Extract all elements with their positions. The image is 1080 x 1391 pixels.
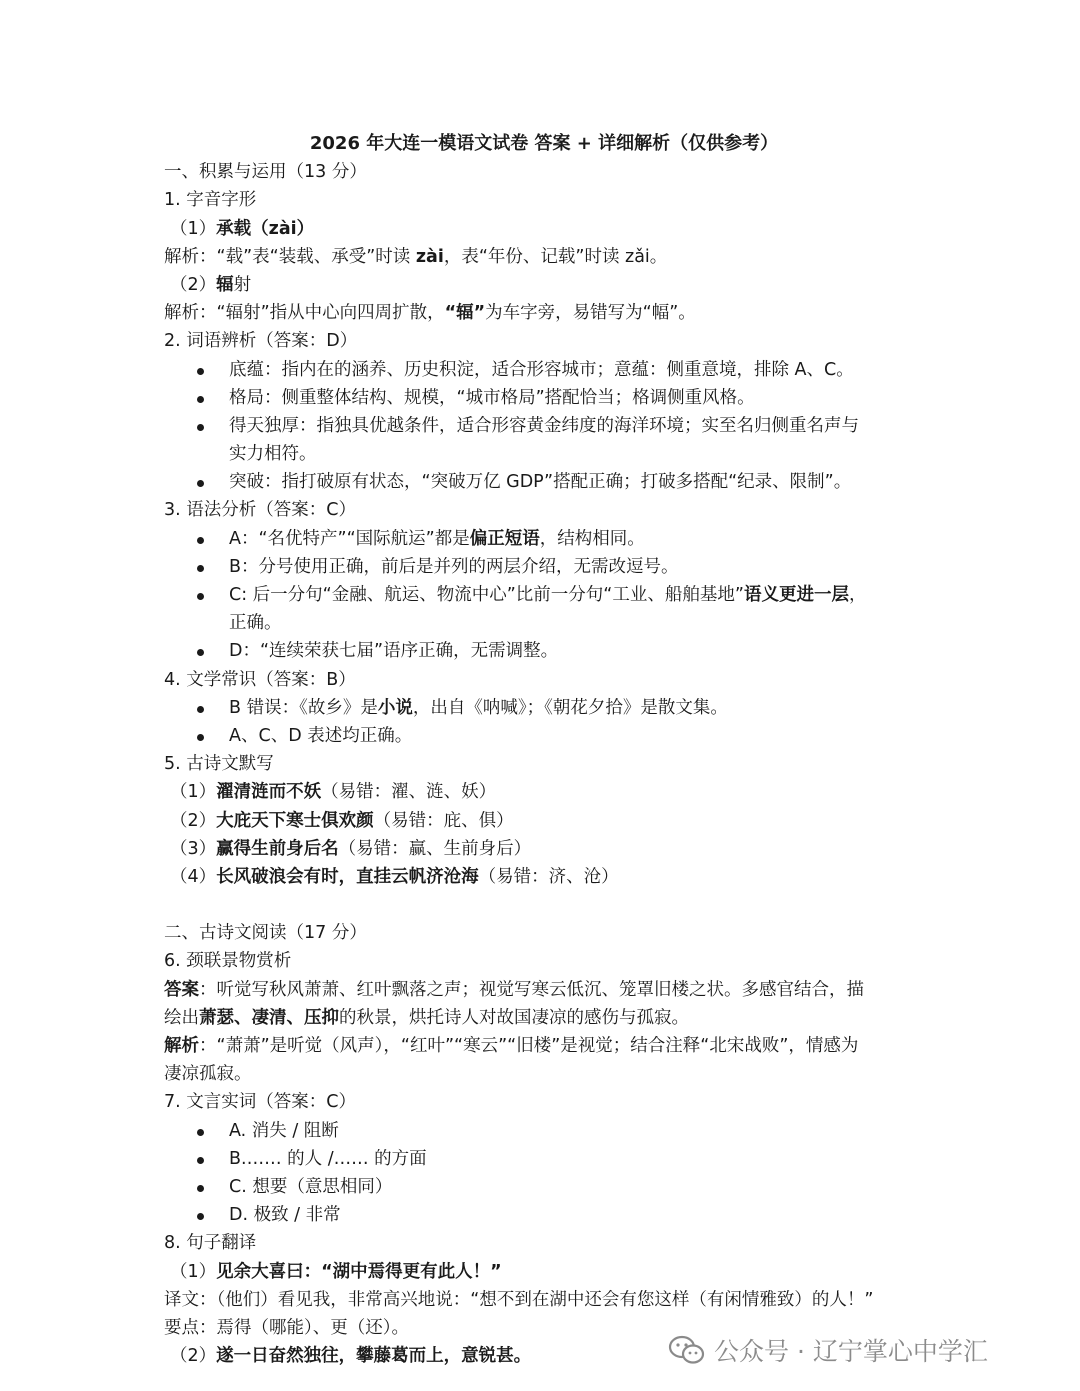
text-run: （4） bbox=[170, 866, 217, 887]
bullet-item bbox=[164, 581, 924, 609]
text-run: C: 后一分句“金融、航运、物流中心”比前一分句“工业、船舶基地” bbox=[229, 585, 744, 605]
text-run: 格局：侧重整体结构、规模，“城市格局”搭配恰当；格调侧重风格。 bbox=[229, 387, 755, 408]
text-run: 实力相符。 bbox=[229, 444, 317, 465]
text-line bbox=[164, 778, 924, 806]
text-run: ：“萧萧”是听觉（风声），“红叶”“寒云”“旧楼”是视觉；结合注释“北宋战败”，情感为 bbox=[199, 1036, 859, 1056]
text-run: ，表“年份、记载”时读 zǎi。 bbox=[443, 246, 668, 267]
text-run: 得天独厚：指独具优越条件，适合形容黄金纬度的海洋环境；实至名归侧重名声与 bbox=[229, 415, 859, 436]
text-line bbox=[164, 919, 924, 947]
text-line bbox=[164, 947, 924, 975]
text-run: （2） bbox=[170, 1346, 217, 1367]
bullet-item bbox=[164, 637, 924, 665]
text-run: （易错：庇、俱） bbox=[373, 810, 514, 831]
text-run: 为车字旁，易错写为“幅”。 bbox=[485, 303, 696, 324]
bold-text: 解析 bbox=[164, 1036, 199, 1056]
bold-text: 辐 bbox=[216, 274, 234, 295]
text-line bbox=[164, 863, 924, 891]
bullet-item bbox=[164, 468, 924, 496]
text-line bbox=[164, 1286, 924, 1314]
text-run: 3. 语法分析（答案：C） bbox=[164, 500, 356, 521]
text-line bbox=[164, 186, 924, 214]
bold-text: 濯清涟而不妖 bbox=[216, 782, 322, 803]
text-run: ：听觉写秋风萧萧、红叶飘落之声；视觉写寒云低沉、笼罩旧楼之状。多感官结合，描 bbox=[199, 979, 864, 1000]
bold-text: 小说 bbox=[377, 697, 413, 718]
text-run: 要点：焉得（哪能）、更（还）。 bbox=[164, 1317, 409, 1338]
bold-text: 承载（zài） bbox=[216, 218, 315, 239]
bullet-item bbox=[164, 1145, 924, 1173]
bold-text: 长风破浪会有时，直挂云帆济沧海 bbox=[216, 866, 479, 887]
text-run: B.…… 的人 /…… 的方面 bbox=[229, 1148, 427, 1169]
text-run: 6. 颈联景物赏析 bbox=[164, 951, 292, 972]
document-content bbox=[164, 158, 924, 1370]
text-line bbox=[164, 666, 924, 694]
text-line bbox=[164, 1060, 924, 1088]
bold-text: 赢得生前身后名 bbox=[216, 838, 339, 859]
text-run: 7. 文言实词（答案：C） bbox=[164, 1092, 356, 1113]
bold-text: 见余大喜曰：“湖中焉得更有此人！” bbox=[216, 1261, 502, 1282]
text-run: 突破：指打破原有状态，“突破万亿 GDP”搭配正确；打破多搭配“纪录、限制”。 bbox=[229, 472, 852, 493]
text-line bbox=[164, 1229, 924, 1257]
text-run: 1. 字音字形 bbox=[164, 190, 257, 211]
text-run: B：分号使用正确，前后是并列的两层介绍，无需改逗号。 bbox=[229, 556, 679, 577]
bold-text: 答案 bbox=[164, 979, 199, 1000]
bullet-item bbox=[164, 1117, 924, 1145]
text-run: ， bbox=[848, 585, 867, 605]
text-line bbox=[164, 609, 924, 637]
bold-text: 大庇天下寒士俱欢颜 bbox=[216, 810, 374, 831]
text-run: 正确。 bbox=[229, 613, 282, 634]
text-line bbox=[164, 1258, 924, 1286]
text-run: 8. 句子翻译 bbox=[164, 1233, 257, 1254]
watermark bbox=[668, 1330, 988, 1370]
document-body bbox=[164, 130, 924, 1370]
text-line bbox=[164, 215, 924, 243]
text-run: 凄凉孤寂。 bbox=[164, 1064, 252, 1085]
bold-text: 偏正短语 bbox=[469, 528, 540, 549]
text-run: A、C、D 表述均正确。 bbox=[229, 725, 413, 746]
bullet-item bbox=[164, 412, 924, 440]
bold-text: 遂一日奋然独往，攀藤葛而上，意锐甚。 bbox=[216, 1346, 532, 1367]
bold-text: zài bbox=[415, 246, 444, 267]
bullet-item bbox=[164, 1201, 924, 1229]
text-line bbox=[164, 1032, 924, 1060]
text-line bbox=[164, 158, 924, 186]
text-run: 4. 文学常识（答案：B） bbox=[164, 669, 356, 690]
text-line bbox=[164, 243, 924, 271]
text-run: 绘出 bbox=[164, 1007, 199, 1028]
bold-text: 语义更进一层 bbox=[743, 585, 849, 605]
page-title: 2026 年大连一模语文试卷 答案 + 详细解析（仅供参考） bbox=[309, 133, 779, 154]
text-run: 5. 古诗文默写 bbox=[164, 754, 274, 775]
bullet-item bbox=[164, 694, 924, 722]
text-run: （2） bbox=[170, 274, 217, 295]
text-run: 射 bbox=[233, 274, 252, 295]
text-run: （1） bbox=[170, 782, 217, 803]
text-line bbox=[164, 1004, 924, 1032]
text-run: （易错：濯、涟、妖） bbox=[321, 782, 497, 803]
text-line bbox=[164, 1088, 924, 1116]
text-line bbox=[164, 976, 924, 1004]
text-line bbox=[164, 299, 924, 327]
text-run: 一、积累与运用（13 分） bbox=[164, 162, 367, 183]
text-run: 解析：“载”表“装载、承受”时读 bbox=[164, 246, 416, 267]
text-run: 的秋景，烘托诗人对故国凄凉的感伤与孤寂。 bbox=[339, 1007, 689, 1028]
text-run: （3） bbox=[170, 838, 217, 859]
text-run: ，出自《呐喊》；《朝花夕拾》是散文集。 bbox=[412, 697, 728, 718]
text-line bbox=[164, 496, 924, 524]
wechat-icon bbox=[668, 1334, 706, 1366]
watermark-text: 公众号 · 辽宁掌心中学汇 bbox=[714, 1337, 988, 1366]
text-run: （易错：济、沧） bbox=[478, 866, 619, 887]
text-line bbox=[164, 750, 924, 778]
text-run: （1） bbox=[170, 1261, 217, 1282]
text-line bbox=[164, 327, 924, 355]
bold-text: “辐” bbox=[444, 303, 486, 324]
text-line bbox=[164, 807, 924, 835]
text-run: B 错误：《故乡》是 bbox=[229, 697, 378, 718]
text-line bbox=[164, 835, 924, 863]
text-run: （易错：赢、生前身后） bbox=[338, 838, 532, 859]
bullet-item bbox=[164, 525, 924, 553]
bullet-item bbox=[164, 553, 924, 581]
text-run: 底蕴：指内在的涵养、历史积淀，适合形容城市；意蕴：侧重意境，排除 A、C。 bbox=[229, 359, 854, 380]
text-run: 2. 词语辨析（答案：D） bbox=[164, 331, 358, 352]
bullet-item bbox=[164, 384, 924, 412]
text-line bbox=[164, 440, 924, 468]
text-run: 解析：“辐射”指从中心向四周扩散， bbox=[164, 303, 445, 324]
bullet-item bbox=[164, 722, 924, 750]
text-run: A. 消失 / 阻断 bbox=[229, 1120, 339, 1141]
bullet-item bbox=[164, 356, 924, 384]
bullet-item bbox=[164, 1173, 924, 1201]
text-run: ，结构相同。 bbox=[539, 528, 645, 549]
text-run: A：“名优特产”“国际航运”都是 bbox=[229, 528, 470, 549]
text-run: 二、古诗文阅读（17 分） bbox=[164, 923, 367, 944]
text-run: C. 想要（意思相同） bbox=[229, 1176, 393, 1197]
text-run: D：“连续荣获七届”语序正确，无需调整。 bbox=[229, 641, 559, 662]
blank-line bbox=[164, 891, 924, 919]
text-run: D. 极致 / 非常 bbox=[229, 1205, 341, 1226]
bold-text: 萧瑟、凄清、压抑 bbox=[199, 1007, 339, 1028]
text-run: （1） bbox=[170, 218, 217, 239]
text-run: 译文：（他们）看见我，非常高兴地说：“想不到在湖中还会有您这样（有闲情雅致）的人！” bbox=[164, 1289, 874, 1310]
text-run: （2） bbox=[170, 810, 217, 831]
text-line bbox=[164, 271, 924, 299]
